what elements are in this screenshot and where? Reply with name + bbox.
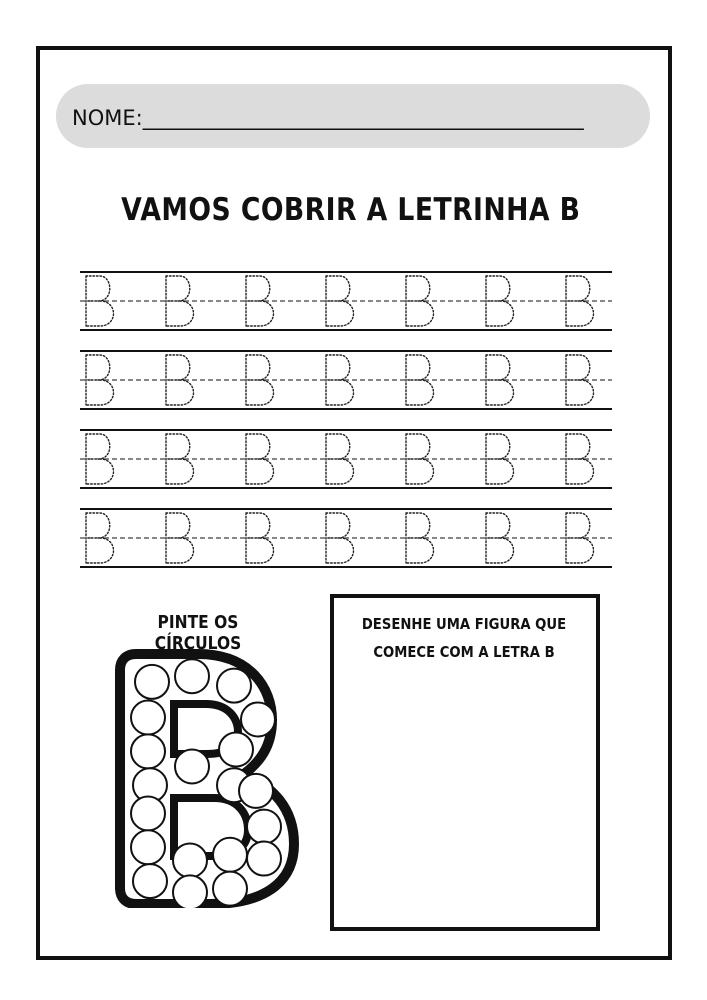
paint-circles-label: PINTE OS CÍRCULOS [154, 612, 242, 654]
paint-circle[interactable] [213, 872, 247, 906]
paint-circle[interactable] [131, 830, 165, 864]
paint-circle[interactable] [213, 838, 247, 872]
paint-circle[interactable] [135, 665, 169, 699]
tracing-worksheet[interactable] [80, 268, 612, 573]
paint-circle[interactable] [239, 774, 273, 808]
trace-row[interactable] [80, 430, 612, 488]
drawing-instructions-line1: DESENHE UMA FIGURA QUE [361, 615, 567, 633]
paint-circle[interactable] [247, 842, 281, 876]
paint-circle[interactable] [175, 749, 209, 783]
paint-circle[interactable] [175, 659, 209, 693]
name-field[interactable]: NOME:__________________________________________ [72, 106, 584, 130]
paint-circle[interactable] [133, 864, 167, 898]
drawing-instructions-line2: COMECE COM A LETRA B [373, 643, 555, 661]
drawing-instructions [351, 610, 576, 666]
paint-circle[interactable] [131, 701, 165, 735]
trace-row[interactable] [80, 351, 612, 409]
page-title: VAMOS COBRIR A LETRINHA B [121, 192, 581, 228]
dot-letter-b[interactable] [110, 648, 300, 908]
paint-circle[interactable] [247, 810, 281, 844]
trace-row[interactable] [80, 272, 612, 330]
paint-circle[interactable] [173, 875, 207, 908]
paint-circle[interactable] [219, 733, 253, 767]
paint-circle[interactable] [173, 843, 207, 877]
paint-circle[interactable] [131, 734, 165, 768]
paint-circle[interactable] [131, 796, 165, 830]
paint-circle[interactable] [217, 669, 251, 703]
paint-circle[interactable] [241, 702, 275, 736]
trace-row[interactable] [80, 509, 612, 567]
